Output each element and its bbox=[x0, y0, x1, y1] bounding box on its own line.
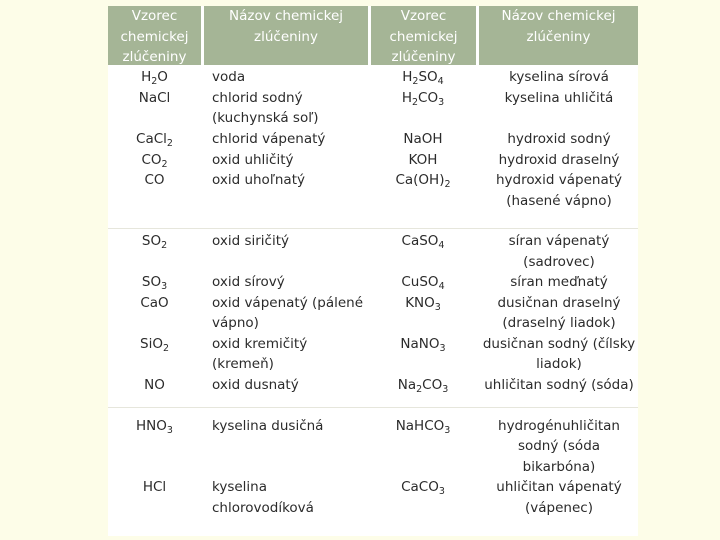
name-cell: oxid uhličitý bbox=[212, 152, 294, 168]
formula-cell: NO bbox=[144, 377, 165, 393]
header-text: chemickej bbox=[389, 28, 458, 45]
formula-cell: SiO$_2$ bbox=[140, 336, 169, 354]
name-cell: chlorovodíková bbox=[212, 500, 314, 516]
name-cell: hydroxid sodný bbox=[507, 131, 611, 147]
name-cell: hydroxid draselný bbox=[498, 152, 620, 168]
header-formula-1 bbox=[108, 6, 201, 65]
header-text: Vzorec bbox=[131, 8, 178, 24]
name-cell: oxid uhoľnatý bbox=[212, 172, 305, 188]
name-cell: oxid vápenatý (pálené bbox=[212, 295, 364, 311]
header-name-1 bbox=[204, 6, 368, 65]
name-cell: (hasené vápno) bbox=[506, 193, 612, 209]
name-cell: (vápenec) bbox=[525, 500, 593, 516]
name-cell: oxid sírový bbox=[212, 274, 285, 290]
name-cell: kyselina uhličitá bbox=[504, 90, 614, 106]
row-divider bbox=[108, 407, 638, 408]
name-cell: oxid dusnatý bbox=[212, 377, 299, 393]
formula-cell: $CO_2$ bbox=[141, 152, 168, 170]
name-cell: (kremeň) bbox=[212, 356, 274, 372]
formula-cell: CaSO$_4$ bbox=[401, 233, 445, 251]
formula-cell: NaCl bbox=[138, 90, 171, 106]
formula-cell: CaCl$_2$ bbox=[136, 131, 173, 149]
name-cell: uhličitan sodný (sóda) bbox=[484, 377, 634, 393]
name-cell: oxid kremičitý bbox=[212, 336, 308, 352]
header-text: Názov chemickej bbox=[229, 8, 343, 24]
name-cell: (draselný liadok) bbox=[502, 315, 616, 331]
formula-cell: NaOH bbox=[403, 131, 443, 147]
name-cell: liadok) bbox=[536, 356, 582, 372]
header-text: zlúčeniny bbox=[526, 28, 591, 45]
formula-cell: $Ca(OH)_2$ bbox=[395, 172, 451, 190]
header-text: Názov chemickej bbox=[501, 8, 616, 24]
formula-cell: $H_2SO_4$ bbox=[402, 69, 444, 87]
name-cell: vápno) bbox=[212, 315, 259, 331]
name-cell: bikarbóna) bbox=[522, 459, 596, 475]
formula-cell: NaNO$_3$ bbox=[400, 336, 446, 354]
name-cell: chlorid sodný bbox=[212, 90, 303, 106]
header-text: Vzorec bbox=[400, 8, 447, 24]
formula-cell: NaHCO$_3$ bbox=[395, 418, 451, 436]
formula-cell: $H_2O$ bbox=[141, 69, 168, 87]
name-cell: hydroxid vápenatý bbox=[495, 172, 623, 188]
header-formula-2 bbox=[371, 6, 476, 65]
formula-cell: $Na_2CO_3$ bbox=[397, 377, 449, 395]
formula-cell: KOH bbox=[408, 152, 438, 168]
row-divider bbox=[108, 228, 638, 229]
header-text: chemickej bbox=[120, 28, 189, 45]
name-cell: kyselina dusičná bbox=[212, 418, 324, 434]
chemistry-table bbox=[108, 6, 638, 536]
formula-cell: $KNO_3$ bbox=[405, 295, 441, 313]
formula-cell: $H_2CO_3$ bbox=[401, 90, 445, 108]
name-cell: dusičnan draselný bbox=[497, 295, 621, 311]
header-text: zlúčeniny bbox=[391, 49, 456, 65]
name-cell: uhličitan vápenatý bbox=[496, 479, 622, 495]
name-cell: síran meďnatý bbox=[510, 274, 608, 290]
formula-cell: CuSO$_4$ bbox=[401, 274, 445, 292]
name-cell: sodný (sóda bbox=[517, 438, 601, 454]
formula-cell: CO bbox=[144, 172, 165, 188]
formula-cell: CaCO$_3$ bbox=[401, 479, 445, 497]
name-cell: (sadrovec) bbox=[523, 254, 595, 270]
header-text: zlúčeniny bbox=[122, 49, 187, 65]
header-text: zlúčeniny bbox=[254, 28, 318, 45]
header-name-2 bbox=[479, 6, 638, 65]
name-cell: kyselina bbox=[212, 479, 267, 495]
name-cell: hydrogénuhličitan bbox=[498, 418, 620, 434]
name-cell: dusičnan sodný (čílsky bbox=[482, 336, 636, 352]
name-cell: kyselina sírová bbox=[509, 69, 609, 85]
name-cell: síran vápenatý bbox=[508, 233, 610, 249]
name-cell: chlorid vápenatý bbox=[212, 131, 326, 147]
name-cell: voda bbox=[212, 69, 246, 85]
name-cell: (kuchynská soľ) bbox=[212, 110, 319, 126]
formula-cell: HCl bbox=[142, 479, 167, 495]
formula-cell: $SO_3$ bbox=[141, 274, 168, 292]
formula-cell: $SO_2$ bbox=[141, 233, 168, 251]
name-cell: oxid siričitý bbox=[212, 233, 289, 249]
formula-cell: $HNO_3$ bbox=[136, 418, 173, 436]
formula-cell: CaO bbox=[140, 295, 169, 311]
